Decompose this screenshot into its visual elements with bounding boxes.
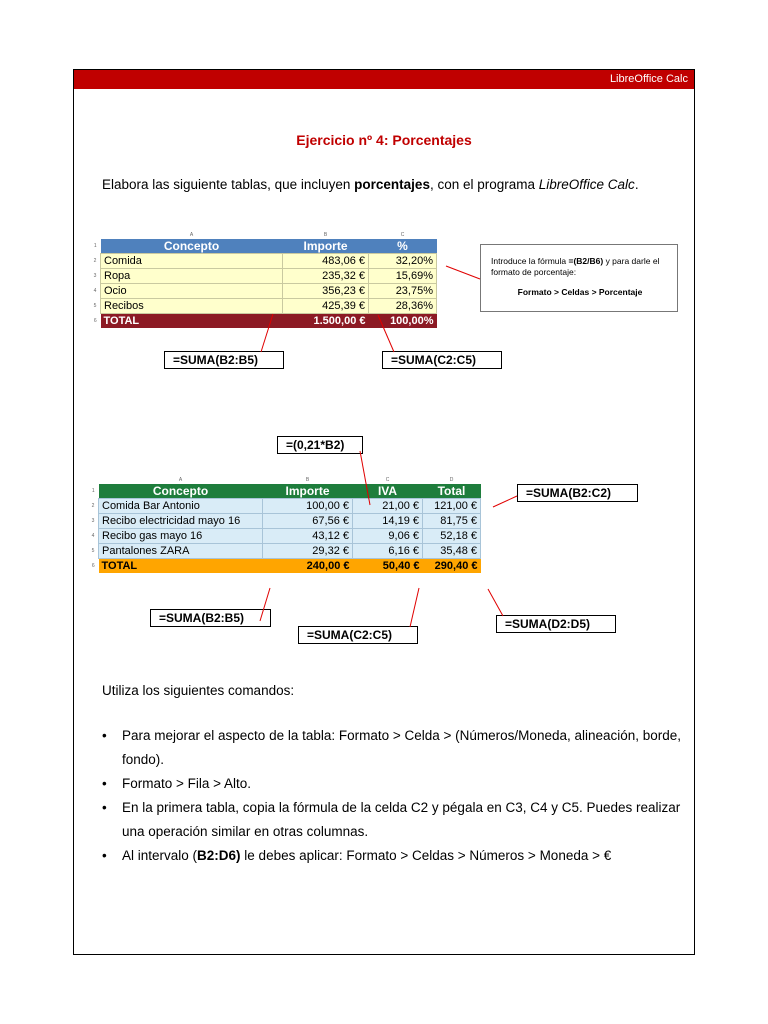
- header-cell-importe: Importe: [283, 239, 369, 254]
- list-item: [102, 724, 682, 772]
- row-number: 6: [88, 559, 99, 574]
- intro-italic: LibreOffice Calc: [538, 177, 635, 192]
- header-bar: [74, 70, 694, 89]
- bullet-text: Para mejorar el aspecto de la tabla: Formato > Celda > (Números/Moneda, alineación, borde, fondo).: [122, 728, 682, 767]
- cell-total: 121,00 €: [423, 499, 481, 514]
- row-number: 6: [90, 314, 101, 329]
- table-row: [90, 254, 437, 269]
- header-cell-concepto: Concepto: [99, 484, 263, 499]
- header-cell-total: Total: [423, 484, 481, 499]
- intro-mid: , con el programa: [429, 177, 539, 192]
- total-row: [90, 314, 437, 329]
- spreadsheet-table-1: [90, 231, 437, 328]
- formula-note-box: [480, 244, 678, 312]
- column-letters-row: [90, 231, 437, 239]
- intro-pre: Elabora las siguiente tablas, que incluyen: [102, 177, 355, 192]
- table-row: [88, 514, 481, 529]
- bullet-dot: •: [102, 848, 107, 863]
- arrow-line: [410, 588, 419, 627]
- bullet-dot: •: [102, 728, 107, 743]
- header-app-name: LibreOffice Calc: [609, 73, 688, 85]
- cell-importe: 43,12 €: [263, 529, 353, 544]
- bullet-text: Formato > Fila > Alto.: [122, 776, 252, 791]
- cell-iva: 14,19 €: [353, 514, 423, 529]
- table-row: [90, 299, 437, 314]
- bullet-dot: •: [102, 800, 107, 815]
- table-row: [90, 284, 437, 299]
- cell-concepto: Recibo electricidad mayo 16: [99, 514, 263, 529]
- row-number: 3: [88, 514, 99, 529]
- formula-box-sum-c-2: =SUMA(C2:C5): [298, 626, 418, 644]
- col-letter: A: [99, 476, 263, 484]
- cell-importe: 425,39 €: [283, 299, 369, 314]
- header-cell-concepto: Concepto: [101, 239, 283, 254]
- row-number: 2: [90, 254, 101, 269]
- cell-pct: 28,36%: [369, 299, 437, 314]
- usage-title: Utiliza los siguientes comandos:: [102, 683, 295, 698]
- cell-pct: 32,20%: [369, 254, 437, 269]
- cell-pct: 15,69%: [369, 269, 437, 284]
- col-letter: D: [423, 476, 481, 484]
- cell-total-importe: 240,00 €: [263, 559, 353, 574]
- cell-importe: 67,56 €: [263, 514, 353, 529]
- cell-concepto: Comida Bar Antonio: [99, 499, 263, 514]
- corner-cell: [88, 476, 99, 484]
- cell-iva: 6,16 €: [353, 544, 423, 559]
- col-letter: A: [101, 231, 283, 239]
- exercise-title: Ejercicio nº 4: Porcentajes: [296, 132, 472, 148]
- formula-box-row-total: =SUMA(B2:C2): [517, 484, 638, 502]
- list-item: [102, 796, 682, 844]
- cell-concepto: Recibos: [101, 299, 283, 314]
- cell-concepto: Ocio: [101, 284, 283, 299]
- cell-importe: 29,32 €: [263, 544, 353, 559]
- formula-box-sum-d-2: =SUMA(D2:D5): [496, 615, 616, 633]
- table-row: [90, 269, 437, 284]
- table-row: [88, 544, 481, 559]
- column-letters-row: [88, 476, 481, 484]
- arrow-line: [493, 496, 517, 507]
- header-cell-iva: IVA: [353, 484, 423, 499]
- cell-total: 81,75 €: [423, 514, 481, 529]
- bullet-text: En la primera tabla, copia la fórmula de la celda C2 y pégala en C3, C4 y C5. Puedes realizar una operación similar en otras columnas.: [122, 800, 681, 839]
- formula-box-sum-c-1: =SUMA(C2:C5): [382, 351, 502, 369]
- command-list: [102, 724, 682, 868]
- col-letter: B: [283, 231, 369, 239]
- table-row: [88, 499, 481, 514]
- col-letter: C: [369, 231, 437, 239]
- cell-total-label: TOTAL: [99, 559, 263, 574]
- spreadsheet-table-2: [88, 476, 481, 573]
- cell-importe: 356,23 €: [283, 284, 369, 299]
- bullet-pre: Al intervalo (: [122, 848, 198, 863]
- bullet-bold: B2:D6): [197, 848, 241, 863]
- col-letter: B: [263, 476, 353, 484]
- cell-total-pct: 100,00%: [369, 314, 437, 329]
- note-formula: =(B2/B6): [568, 256, 604, 266]
- cell-concepto: Comida: [101, 254, 283, 269]
- header-cell-pct: %: [369, 239, 437, 254]
- cell-importe: 483,06 €: [283, 254, 369, 269]
- arrow-line: [446, 266, 480, 279]
- cell-iva: 21,00 €: [353, 499, 423, 514]
- cell-importe: 235,32 €: [283, 269, 369, 284]
- note-post: y para darle el formato de porcentaje:: [491, 256, 660, 277]
- cell-concepto: Ropa: [101, 269, 283, 284]
- list-item: [102, 772, 682, 796]
- row-number: 1: [88, 484, 99, 499]
- formula-box-iva: =(0,21*B2): [277, 436, 363, 454]
- document-page: [73, 69, 695, 955]
- cell-total-iva: 50,40 €: [353, 559, 423, 574]
- corner-cell: [90, 231, 101, 239]
- cell-total-total: 290,40 €: [423, 559, 481, 574]
- row-number: 2: [88, 499, 99, 514]
- cell-concepto: Recibo gas mayo 16: [99, 529, 263, 544]
- arrow-line: [488, 589, 503, 616]
- bullet-post: le debes aplicar: Formato > Celdas > Números > Moneda > €: [240, 848, 612, 863]
- bullet-dot: •: [102, 776, 107, 791]
- cell-importe: 100,00 €: [263, 499, 353, 514]
- row-number: 5: [88, 544, 99, 559]
- list-item: [102, 844, 682, 868]
- note-pre: Introduce la fórmula: [491, 256, 569, 266]
- intro-post: .: [634, 177, 639, 192]
- cell-concepto: Pantalones ZARA: [99, 544, 263, 559]
- formula-box-sum-b-1: =SUMA(B2:B5): [164, 351, 284, 369]
- header-row: [90, 239, 437, 254]
- total-row: [88, 559, 481, 574]
- row-number: 5: [90, 299, 101, 314]
- header-row: [88, 484, 481, 499]
- cell-iva: 9,06 €: [353, 529, 423, 544]
- intro-text: [102, 177, 639, 192]
- table-row: [88, 529, 481, 544]
- cell-total-label: TOTAL: [101, 314, 283, 329]
- col-letter: C: [353, 476, 423, 484]
- row-number: 1: [90, 239, 101, 254]
- cell-total-importe: 1.500,00 €: [283, 314, 369, 329]
- cell-total: 35,48 €: [423, 544, 481, 559]
- formula-box-sum-b-2: =SUMA(B2:B5): [150, 609, 271, 627]
- note-command: Formato > Celdas > Porcentaje: [517, 287, 643, 297]
- row-number: 3: [90, 269, 101, 284]
- row-number: 4: [88, 529, 99, 544]
- note-text: [491, 256, 669, 278]
- row-number: 4: [90, 284, 101, 299]
- intro-bold: porcentajes: [354, 177, 430, 192]
- cell-total: 52,18 €: [423, 529, 481, 544]
- cell-pct: 23,75%: [369, 284, 437, 299]
- header-cell-importe: Importe: [263, 484, 353, 499]
